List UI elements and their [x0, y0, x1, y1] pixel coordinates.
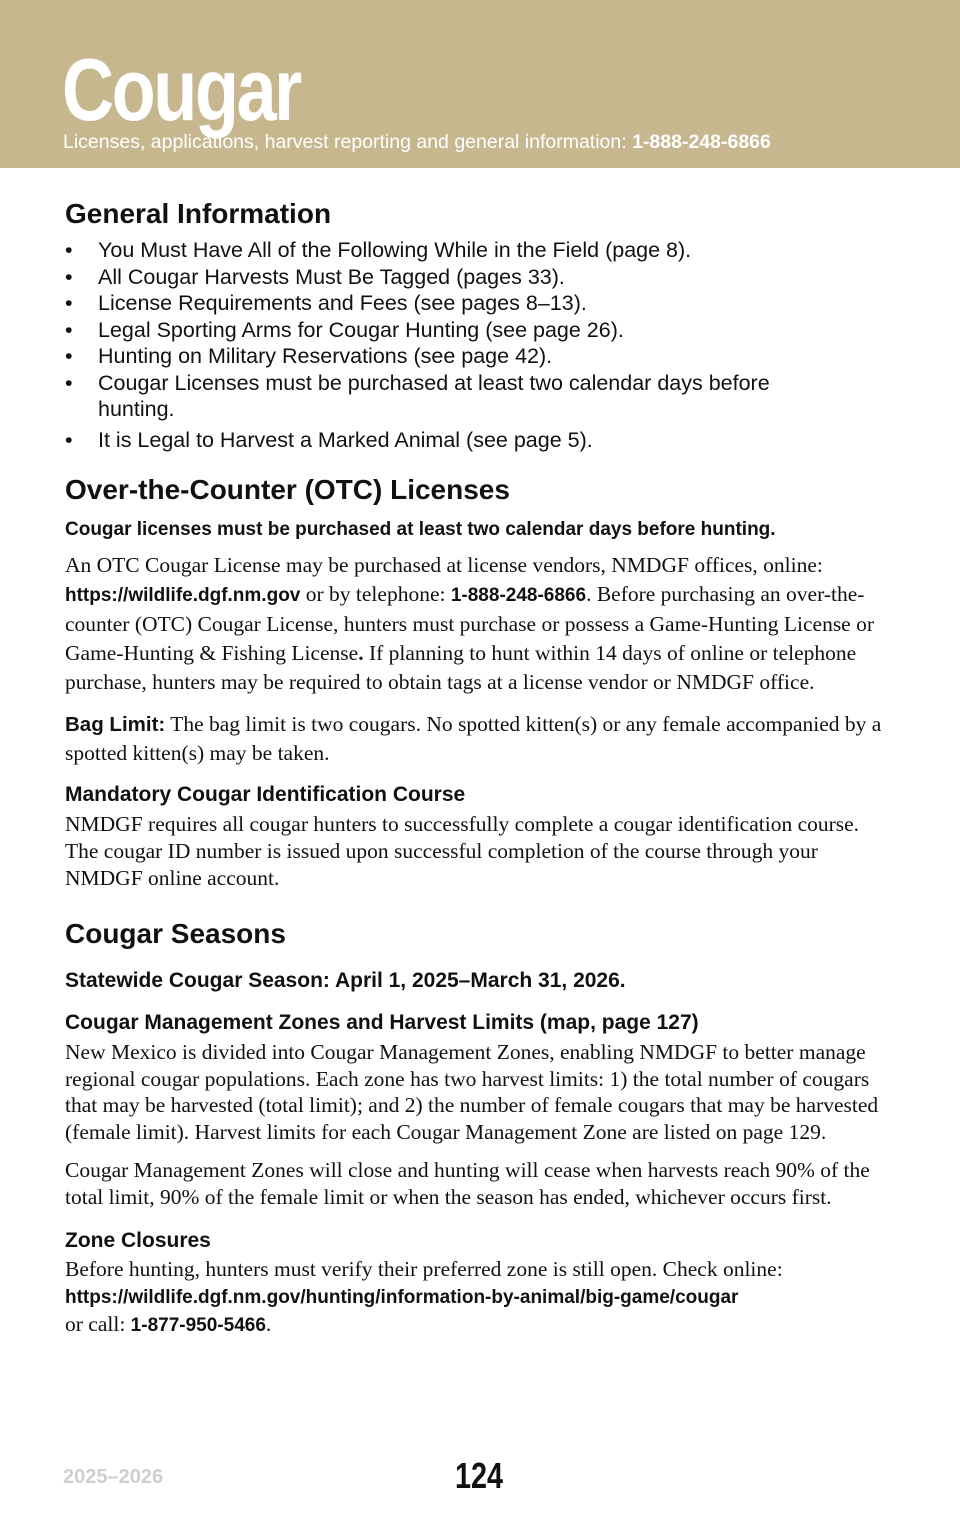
- seasons-heading: Cougar Seasons: [65, 918, 286, 949]
- closures-text: [65, 1256, 895, 1340]
- main-content: [65, 196, 895, 1340]
- page-number: 124: [455, 1455, 504, 1496]
- statewide-season: Statewide Cougar Season: April 1, 2025–March 31, 2026.: [65, 969, 626, 992]
- otc-text-1: An OTC Cougar License may be purchased at license vendors, NMDGF offices, online:: [65, 553, 823, 577]
- list-item: • You Must Have All of the Following While in the Field (page 8).: [65, 237, 895, 264]
- list-item: • Cougar Licenses must be purchased at least two calendar days before hunting.: [65, 370, 895, 423]
- general-list: [65, 237, 895, 453]
- closures-phone: 1-877-950-5466: [130, 1315, 266, 1336]
- bag-limit-label: Bag Limit:: [65, 713, 166, 736]
- course-text: NMDGF requires all cougar hunters to successfully complete a cougar identification course. The cougar ID number is issued upon successful completion of the course through your NMDGF online account.: [65, 812, 860, 890]
- otc-text-4: If planning to hunt within 14 days of online or telephone purchase, hunters may be required to obtain tags at a license vendor or NMDGF office.: [65, 641, 857, 694]
- list-item: • All Cougar Harvests Must Be Tagged (pages 33).: [65, 264, 895, 291]
- header-banner: [0, 0, 960, 168]
- header-phone: 1-888-248-6866: [632, 131, 771, 153]
- closures-text-2: or call:: [65, 1312, 131, 1336]
- otc-text-3: . Before purchasing an over-the-counter (OTC) Cougar License, hunters must purchase or possess a Game-Hunting License or Game-Hunting & Fishing License: [65, 582, 875, 665]
- bag-limit: [65, 710, 895, 768]
- list-item: • It is Legal to Harvest a Marked Animal (see page 5).: [65, 427, 895, 454]
- closures-text-1: Before hunting, hunters must verify their preferred zone is still open. Check online:: [65, 1257, 783, 1281]
- otc-lead: Cougar licenses must be purchased at least two calendar days before hunting.: [65, 519, 776, 540]
- otc-bold-dot: .: [358, 641, 364, 665]
- page-title: Cougar: [62, 40, 300, 139]
- list-item: • Legal Sporting Arms for Cougar Hunting (see page 26).: [65, 317, 895, 344]
- zones-text-1: New Mexico is divided into Cougar Management Zones, enabling NMDGF to better manage regional cougar populations. Each zone has two harvest limits: 1) the total number of cougars that may be harvested (total limit); and 2) the number of female cougars that may be harvested (female limit). Harvest limits for each Cougar Management Zone are listed on page 129.: [65, 1040, 879, 1144]
- closures-text-3: .: [265, 1312, 272, 1336]
- zones-text-2: Cougar Management Zones will close and hunting will cease when harvests reach 90% of the total limit, 90% of the female limit or when the season has ended, whichever occurs first.: [65, 1158, 870, 1209]
- general-heading: General Information: [65, 198, 332, 229]
- bag-limit-text: The bag limit is two cougars. No spotted kitten(s) or any female accompanied by a spotted kitten(s) may be taken.: [65, 712, 882, 765]
- zones-heading: Cougar Management Zones and Harvest Limits (map, page 127): [65, 1011, 699, 1034]
- header-subtitle-text: Licenses, applications, harvest reporting and general information:: [63, 131, 627, 153]
- otc-text-2: or by telephone:: [300, 582, 451, 606]
- closures-url-link[interactable]: https://wildlife.dgf.nm.gov/hunting/information-by-animal/big-game/cougar: [65, 1286, 739, 1308]
- footer-year: 2025–2026: [63, 1466, 164, 1488]
- otc-paragraph: [65, 551, 895, 697]
- closures-heading: Zone Closures: [65, 1229, 211, 1252]
- header-subtitle: [63, 130, 771, 154]
- course-heading: Mandatory Cougar Identification Course: [65, 783, 466, 806]
- otc-phone: 1-888-248-6866: [450, 585, 587, 606]
- list-item: • License Requirements and Fees (see pages 8–13).: [65, 290, 895, 317]
- list-item: • Hunting on Military Reservations (see page 42).: [65, 343, 895, 370]
- otc-url-link[interactable]: https://wildlife.dgf.nm.gov: [65, 585, 301, 606]
- otc-heading: Over-the-Counter (OTC) Licenses: [65, 474, 510, 505]
